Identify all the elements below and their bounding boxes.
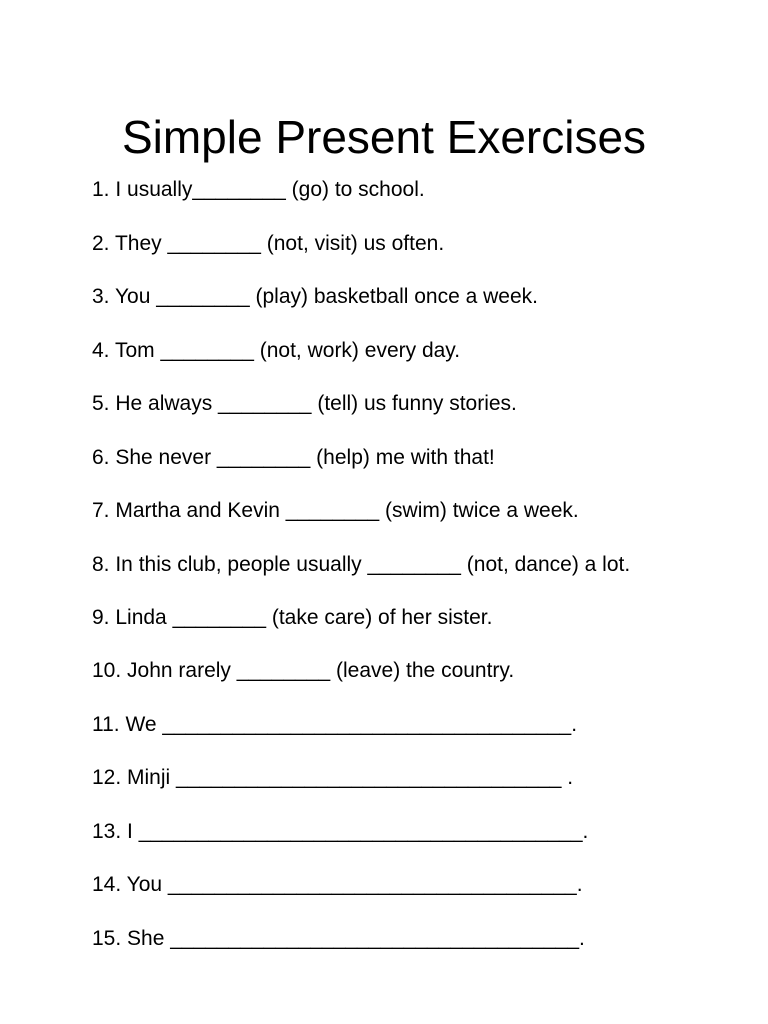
- exercise-list: [92, 176, 675, 978]
- exercise-item-15: 15. She ___________________________________.: [92, 926, 585, 950]
- exercise-item-5: 5. He always ________ (tell) us funny stories.: [92, 392, 517, 415]
- exercise-item-4: 4. Tom ________ (not, work) every day.: [92, 338, 461, 362]
- exercise-item-2: 2. They ________ (not, visit) us often.: [92, 231, 445, 255]
- exercise-item-11: 11. We ___________________________________.: [92, 712, 578, 736]
- exercise-item-7: 7. Martha and Kevin ________ (swim) twice a week.: [92, 499, 579, 522]
- exercise-item-12: 12. Minji _________________________________ .: [92, 766, 574, 789]
- exercise-item-8: 8. In this club, people usually ________ (not, dance) a lot.: [92, 552, 631, 576]
- exercise-item-13: 13. I ______________________________________.: [92, 819, 589, 843]
- exercise-item-1: 1. I usually________ (go) to school.: [92, 178, 425, 201]
- page-title: Simple Present Exercises: [121, 111, 647, 163]
- exercise-item-3: 3. You ________ (play) basketball once a week.: [92, 285, 538, 308]
- exercise-item-10: 10. John rarely ________ (leave) the country.: [92, 659, 515, 682]
- exercise-item-14: 14. You ___________________________________.: [92, 873, 583, 896]
- exercise-item-9: 9. Linda ________ (take care) of her sister.: [92, 605, 493, 629]
- exercise-item-6: 6. She never ________ (help) me with that!: [92, 445, 495, 469]
